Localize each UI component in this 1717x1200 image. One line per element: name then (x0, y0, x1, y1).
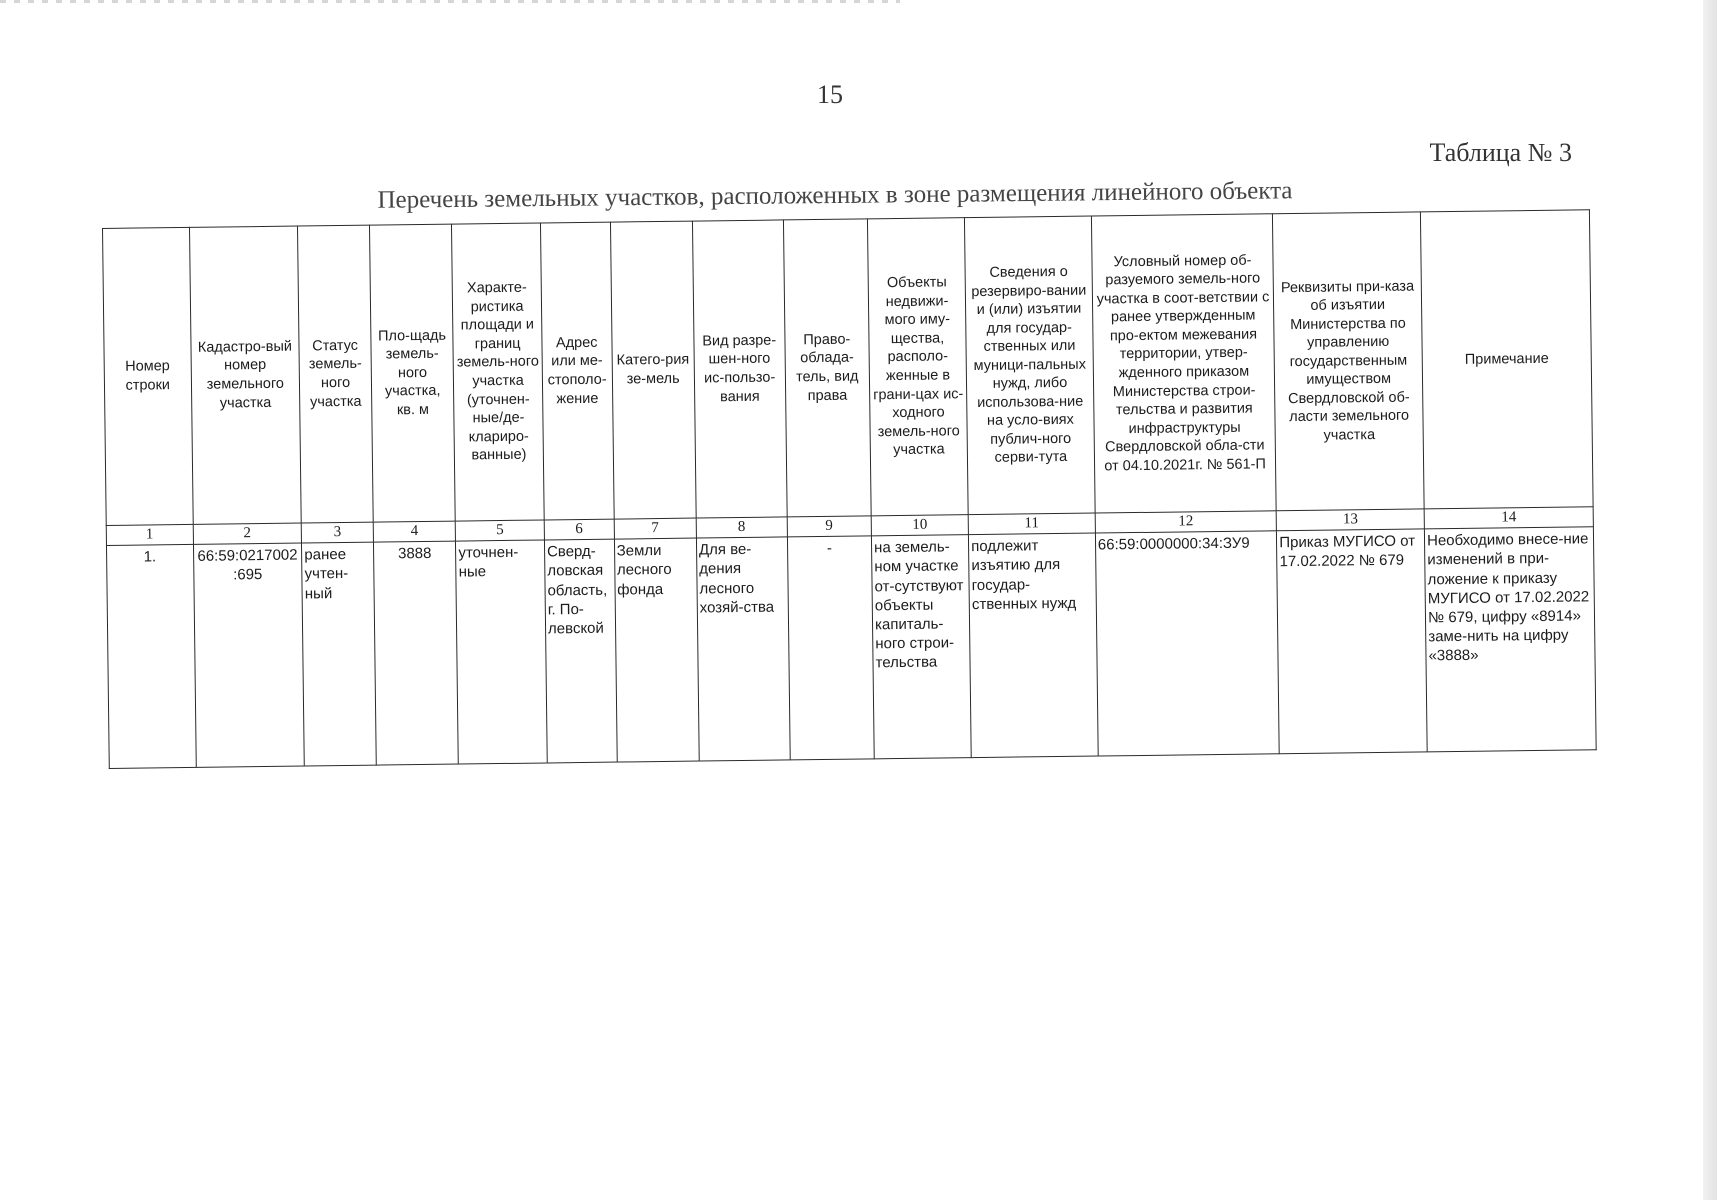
column-number: 3 (301, 522, 373, 543)
cell-cadastral-number: 66:59:0217002:695 (193, 543, 304, 767)
cell-right-holder: - (787, 536, 874, 760)
header-cell: Условный номер об-разуемого земель-ного участка в соот-ветствии с ранее утвержденным про-ектом межевания территории, утвер-жденного приказом Министерства строи-тельства и развития инфраструктуры Свердловской обла-сти от 04.10.2021г. № 561-П (1091, 214, 1276, 513)
column-number: 6 (544, 519, 614, 540)
cell-address: Сверд-ловская область, г. По-левской (544, 539, 616, 763)
header-cell: Примечание (1420, 210, 1593, 509)
document-title: Перечень земельных участков, расположенных в зоне размещения линейного объекта (377, 177, 1293, 214)
header-cell: Право-облада-тель, вид права (783, 219, 871, 517)
cell-status: ранее учтен-ный (302, 542, 377, 766)
header-cell: Реквизиты при-каза об изъятии Министерства по управлению государственным имуществом Свердловской об-ласти земельного участка (1273, 212, 1424, 511)
scan-artifact-top (0, 0, 900, 3)
column-number: 7 (614, 518, 697, 539)
land-plots-table (102, 209, 1597, 769)
header-row (103, 210, 1594, 526)
header-cell: Адрес или ме-стополо-жение (540, 222, 613, 520)
cell-reservation-info: подлежит изъятию для государ-ственных нужд (969, 533, 1098, 758)
header-cell: Характе-ристика площади и границ земель-ного участка (уточнен-ные/де-клариро-ванные) (452, 223, 544, 521)
cell-area-characteristic: уточнен-ные (456, 540, 547, 764)
column-number: 11 (968, 513, 1095, 535)
header-cell: Вид разре-шен-ного ис-пользо-вания (692, 220, 786, 518)
column-number: 14 (1424, 507, 1593, 529)
cell-area: 3888 (373, 541, 458, 765)
header-cell: Объекты недвижи-мого иму-щества, располо-женные в грани-цах ис-ходного земель-ного участка (867, 218, 968, 516)
column-number: 2 (193, 523, 302, 545)
header-cell: Сведения о резервиро-вании и (или) изъятии для государ-ственных или муници-пальных нужд, либо использова-ние на усло-виях публич-ного серви-тута (965, 216, 1095, 515)
cell-real-estate-objects: на земель-ном участке от-сутствуют объекты капиталь-ного строи-тельства (871, 535, 971, 759)
table-label: Таблица № 3 (1429, 138, 1572, 167)
column-number: 8 (696, 517, 787, 538)
column-number: 12 (1095, 511, 1277, 533)
header-cell: Статус земель-ного участка (298, 225, 373, 523)
cell-conditional-number: 66:59:0000000:34:ЗУ9 (1095, 531, 1279, 756)
column-number: 4 (373, 521, 456, 542)
table-row (106, 527, 1596, 769)
scan-artifact-edge (1703, 0, 1717, 1200)
cell-land-category: Земли лесного фонда (614, 538, 699, 762)
header-cell: Пло-щадь земель-ного участка, кв. м (369, 224, 455, 522)
column-number: 13 (1276, 509, 1424, 531)
column-number: 10 (871, 515, 968, 536)
cell-order-details: Приказ МУГИСО от 17.02.2022 № 679 (1277, 529, 1428, 754)
cell-note: Необходимо внесе-ние изменений в при-ложение к приказу МУГИСО от 17.02.2022 № 679, цифру «8914» заме-нить на цифру «3888» (1424, 527, 1596, 752)
header-cell: Номер строки (103, 227, 193, 525)
cell-permitted-use: Для ве-дения лесного хозяй-ства (696, 537, 790, 761)
header-cell: Катего-рия зе-мель (610, 221, 696, 519)
header-cell: Кадастро-вый номер земельного участка (189, 226, 301, 524)
column-number: 5 (455, 520, 544, 541)
column-number: 9 (787, 516, 872, 537)
page-number: 15 (817, 80, 843, 109)
cell-row-number: 1. (106, 545, 195, 769)
column-number: 1 (106, 524, 193, 545)
